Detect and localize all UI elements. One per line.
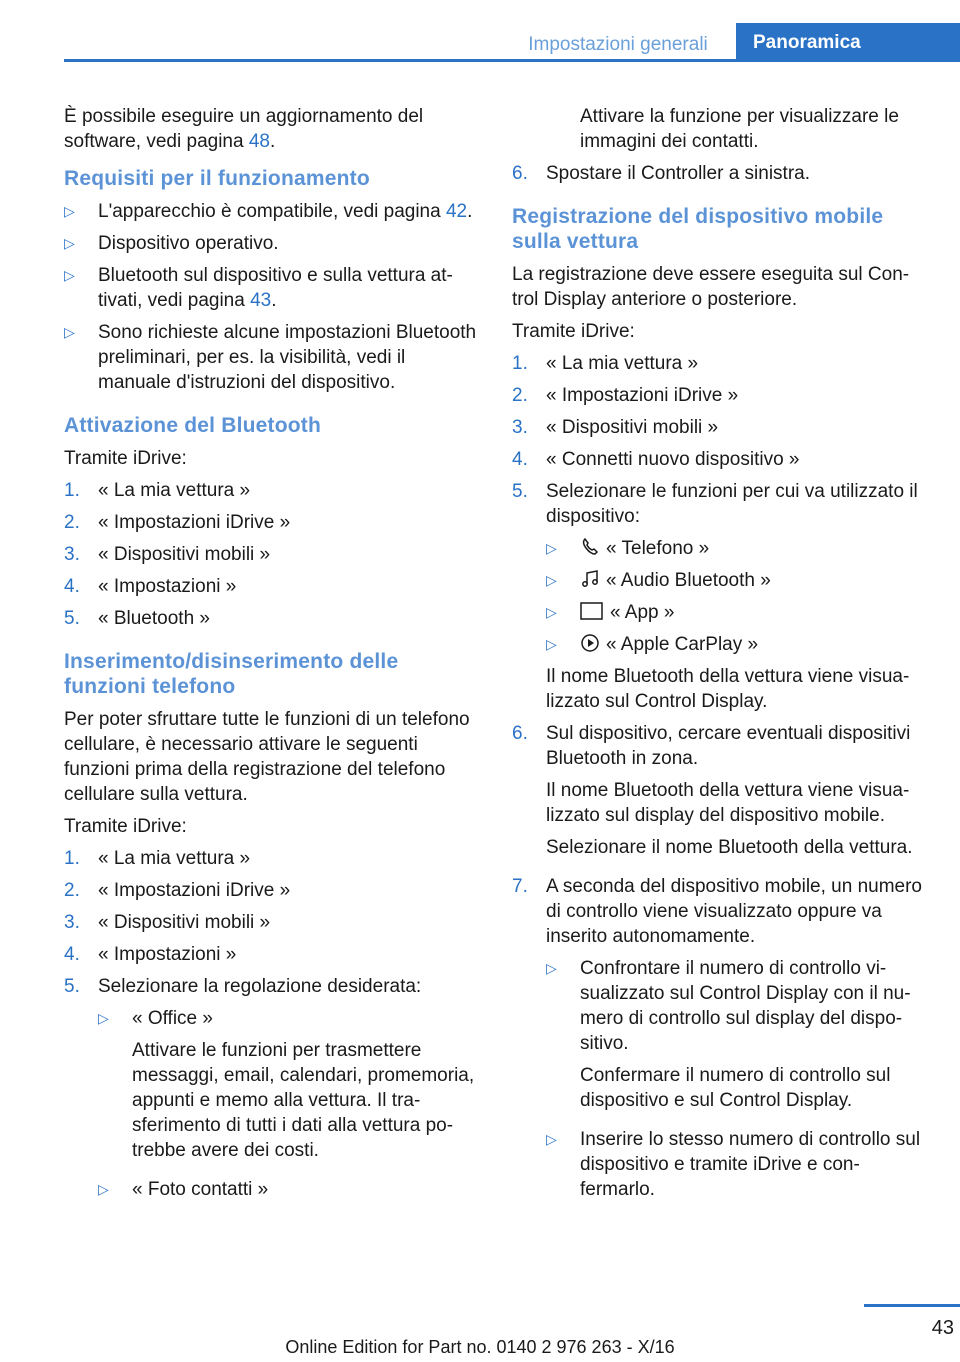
- requirements-heading: Requisiti per il funzionamento: [64, 167, 370, 190]
- step-item: 4. « Connetti nuovo dispositivo »: [512, 449, 800, 470]
- triangle-bullet-icon: ▷: [546, 960, 557, 976]
- music-note-icon: [580, 569, 600, 589]
- list-item: ▷ Sono richieste alcune impostazioni Bluetooth preliminari, per es. la visibilità, vedi il manuale d'istruzioni del dispositivo.: [64, 322, 477, 393]
- triangle-bullet-icon: ▷: [546, 540, 557, 556]
- app-box-icon: [580, 601, 604, 621]
- step-item: 2. « Impostazioni iDrive »: [512, 385, 739, 406]
- step-item: 1. « La mia vettura »: [64, 848, 251, 869]
- step-item: 7. A seconda del dispositivo mobile, un numero di controllo viene visualizzato oppure va inserito autonomamente.: [512, 876, 923, 947]
- page-number: 43: [931, 1317, 954, 1339]
- triangle-bullet-icon: ▷: [64, 235, 75, 251]
- right-column: [512, 104, 928, 1209]
- header-chapter-tab: Panoramica: [736, 23, 960, 62]
- step-item: 2. « Impostazioni iDrive »: [64, 880, 291, 901]
- step-item: 1. « La mia vettura »: [512, 353, 699, 374]
- page-link[interactable]: 42: [445, 201, 468, 222]
- bluetooth-intro: Tramite iDrive:: [64, 448, 187, 469]
- left-column: [64, 104, 480, 1209]
- triangle-bullet-icon: ▷: [546, 636, 557, 652]
- triangle-bullet-icon: ▷: [98, 1010, 109, 1026]
- header-section-title: Impostazioni generali: [528, 34, 708, 55]
- footer-text: Online Edition for Part no. 0140 2 976 263 - X/16: [285, 1337, 675, 1357]
- triangle-bullet-icon: ▷: [546, 572, 557, 588]
- step-item: 2. « Impostazioni iDrive »: [64, 512, 291, 533]
- list-item: ▷ Dispositivo operativo.: [64, 233, 279, 254]
- play-circle-icon: [580, 633, 600, 653]
- registration-paragraph: La registrazione deve essere eseguita sul Control Display anteriore o posteriore.: [512, 264, 910, 310]
- function-item-app: ▷ « App »: [546, 602, 675, 623]
- function-item-carplay: ▷ « Apple CarPlay »: [546, 634, 759, 655]
- step5-note: Il nome Bluetooth della vettura viene visualizzato sul Control Display.: [546, 666, 910, 712]
- step-item: 6. Spostare il Controller a sinistra.: [512, 163, 810, 184]
- function-item-audio: ▷ « Audio Bluetooth »: [546, 570, 771, 591]
- step-item: 5. « Bluetooth »: [64, 608, 210, 629]
- step-item: 5. Selezionare le funzioni per cui va utilizzato il dispositivo:: [512, 481, 918, 527]
- sub-list-item: ▷ Inserire lo stesso numero di controllo sul dispositivo e tramite iDrive e confermarlo.: [546, 1129, 921, 1200]
- triangle-bullet-icon: ▷: [64, 324, 75, 340]
- step-item: 6. Sul dispositivo, cercare eventuali dispositivi Bluetooth in zona. Il nome Bluetooth della vettura viene visualizzato sul display del dispositivo mobile. Selezionare il nome Bluetooth della vettura.: [512, 723, 913, 858]
- phone-functions-intro: Tramite iDrive:: [64, 816, 187, 837]
- page-link[interactable]: 48: [248, 131, 270, 152]
- step-item: 3. « Dispositivi mobili »: [512, 417, 719, 438]
- triangle-bullet-icon: ▷: [546, 604, 557, 620]
- registration-intro: Tramite iDrive:: [512, 321, 635, 342]
- photo-contacts-description: Attivare la funzione per visualizzare le immagini dei contatti.: [580, 106, 899, 152]
- list-item: ▷ L'apparecchio è compatibile, vedi pagina 42.: [64, 201, 473, 222]
- step-item: 1. « La mia vettura »: [64, 480, 251, 501]
- bluetooth-heading: Attivazione del Bluetooth: [64, 414, 321, 437]
- step-item: 4. « Impostazioni »: [64, 944, 237, 965]
- sub-list-item: ▷ « Office » Attivare le funzioni per trasmettere messaggi, email, calendari, promemoria, appunti e memo alla vettura. Il trasferimento di tutti i dati alla vettura potrebbe avere dei costi.: [98, 1006, 480, 1170]
- triangle-bullet-icon: ▷: [98, 1181, 109, 1197]
- registration-heading: Registrazione del dispositivo mobile sulla vettura: [512, 205, 884, 253]
- footer-rule: [864, 1304, 960, 1307]
- list-item: ▷ Bluetooth sul dispositivo e sulla vettura attivati, vedi pagina 43.: [64, 265, 453, 311]
- header-rule: [64, 59, 960, 62]
- triangle-bullet-icon: ▷: [64, 267, 75, 283]
- function-item-phone: ▷ « Telefono »: [546, 538, 710, 559]
- phone-functions-heading: Inserimento/disinserimento delle funzioni telefono: [64, 650, 399, 698]
- page-link[interactable]: 43: [250, 290, 272, 311]
- step-item: 5. Selezionare la regolazione desiderata:: [64, 976, 422, 997]
- triangle-bullet-icon: ▷: [546, 1131, 557, 1147]
- sub-list-item: ▷ « Foto contatti »: [98, 1179, 269, 1200]
- triangle-bullet-icon: ▷: [64, 203, 75, 219]
- phone-functions-paragraph: Per poter sfruttare tutte le funzioni di un telefono cellulare, è necessario attivare le seguenti funzioni prima della registrazione del telefono cellulare sulla vettura.: [64, 709, 470, 805]
- intro-paragraph: È possibile eseguire un aggiornamento del software, vedi pagina 48.: [64, 106, 424, 152]
- sub-list-item: ▷ Confrontare il numero di controllo visualizzato sul Control Display con il numero di controllo sul display del dispositivo. Confermare il numero di controllo sul dispositivo e sul Control Display.: [546, 956, 928, 1120]
- step-item: 3. « Dispositivi mobili »: [64, 912, 271, 933]
- phone-icon: [580, 537, 600, 557]
- step-item: 3. « Dispositivi mobili »: [64, 544, 271, 565]
- step-item: 4. « Impostazioni »: [64, 576, 237, 597]
